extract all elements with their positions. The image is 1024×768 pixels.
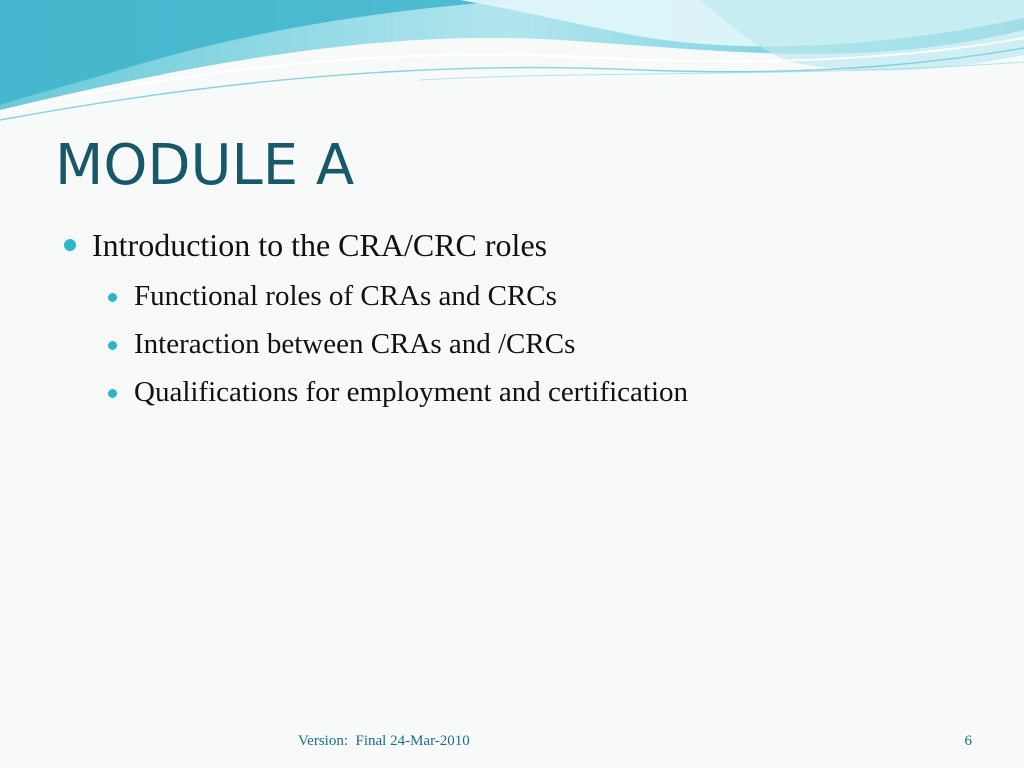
sub-bullet-item [108,368,984,416]
footer-version: Version: Final 24-Mar-2010 [298,733,470,749]
sub-bullet-item [108,272,984,320]
bullet-item [64,224,984,266]
sub-bullet-text: Functional roles of CRAs and CRCs [134,280,557,312]
bullet-dot-icon [64,239,76,251]
slide-title: MODULE A [55,133,355,198]
sub-bullet-text: Qualifications for employment and certification [134,376,689,408]
bullet-dot-icon [108,293,117,302]
header-wave-decoration [0,0,1024,130]
bullet-text: Introduction to the CRA/CRC roles [92,227,548,263]
sub-bullet-text: Interaction between CRAs and /CRCs [134,328,576,360]
page-number: 6 [964,733,972,749]
sub-bullet-item [108,320,984,368]
bullet-list [64,224,984,416]
sub-bullet-list [64,272,984,416]
bullet-dot-icon [108,341,117,350]
bullet-dot-icon [108,389,117,398]
